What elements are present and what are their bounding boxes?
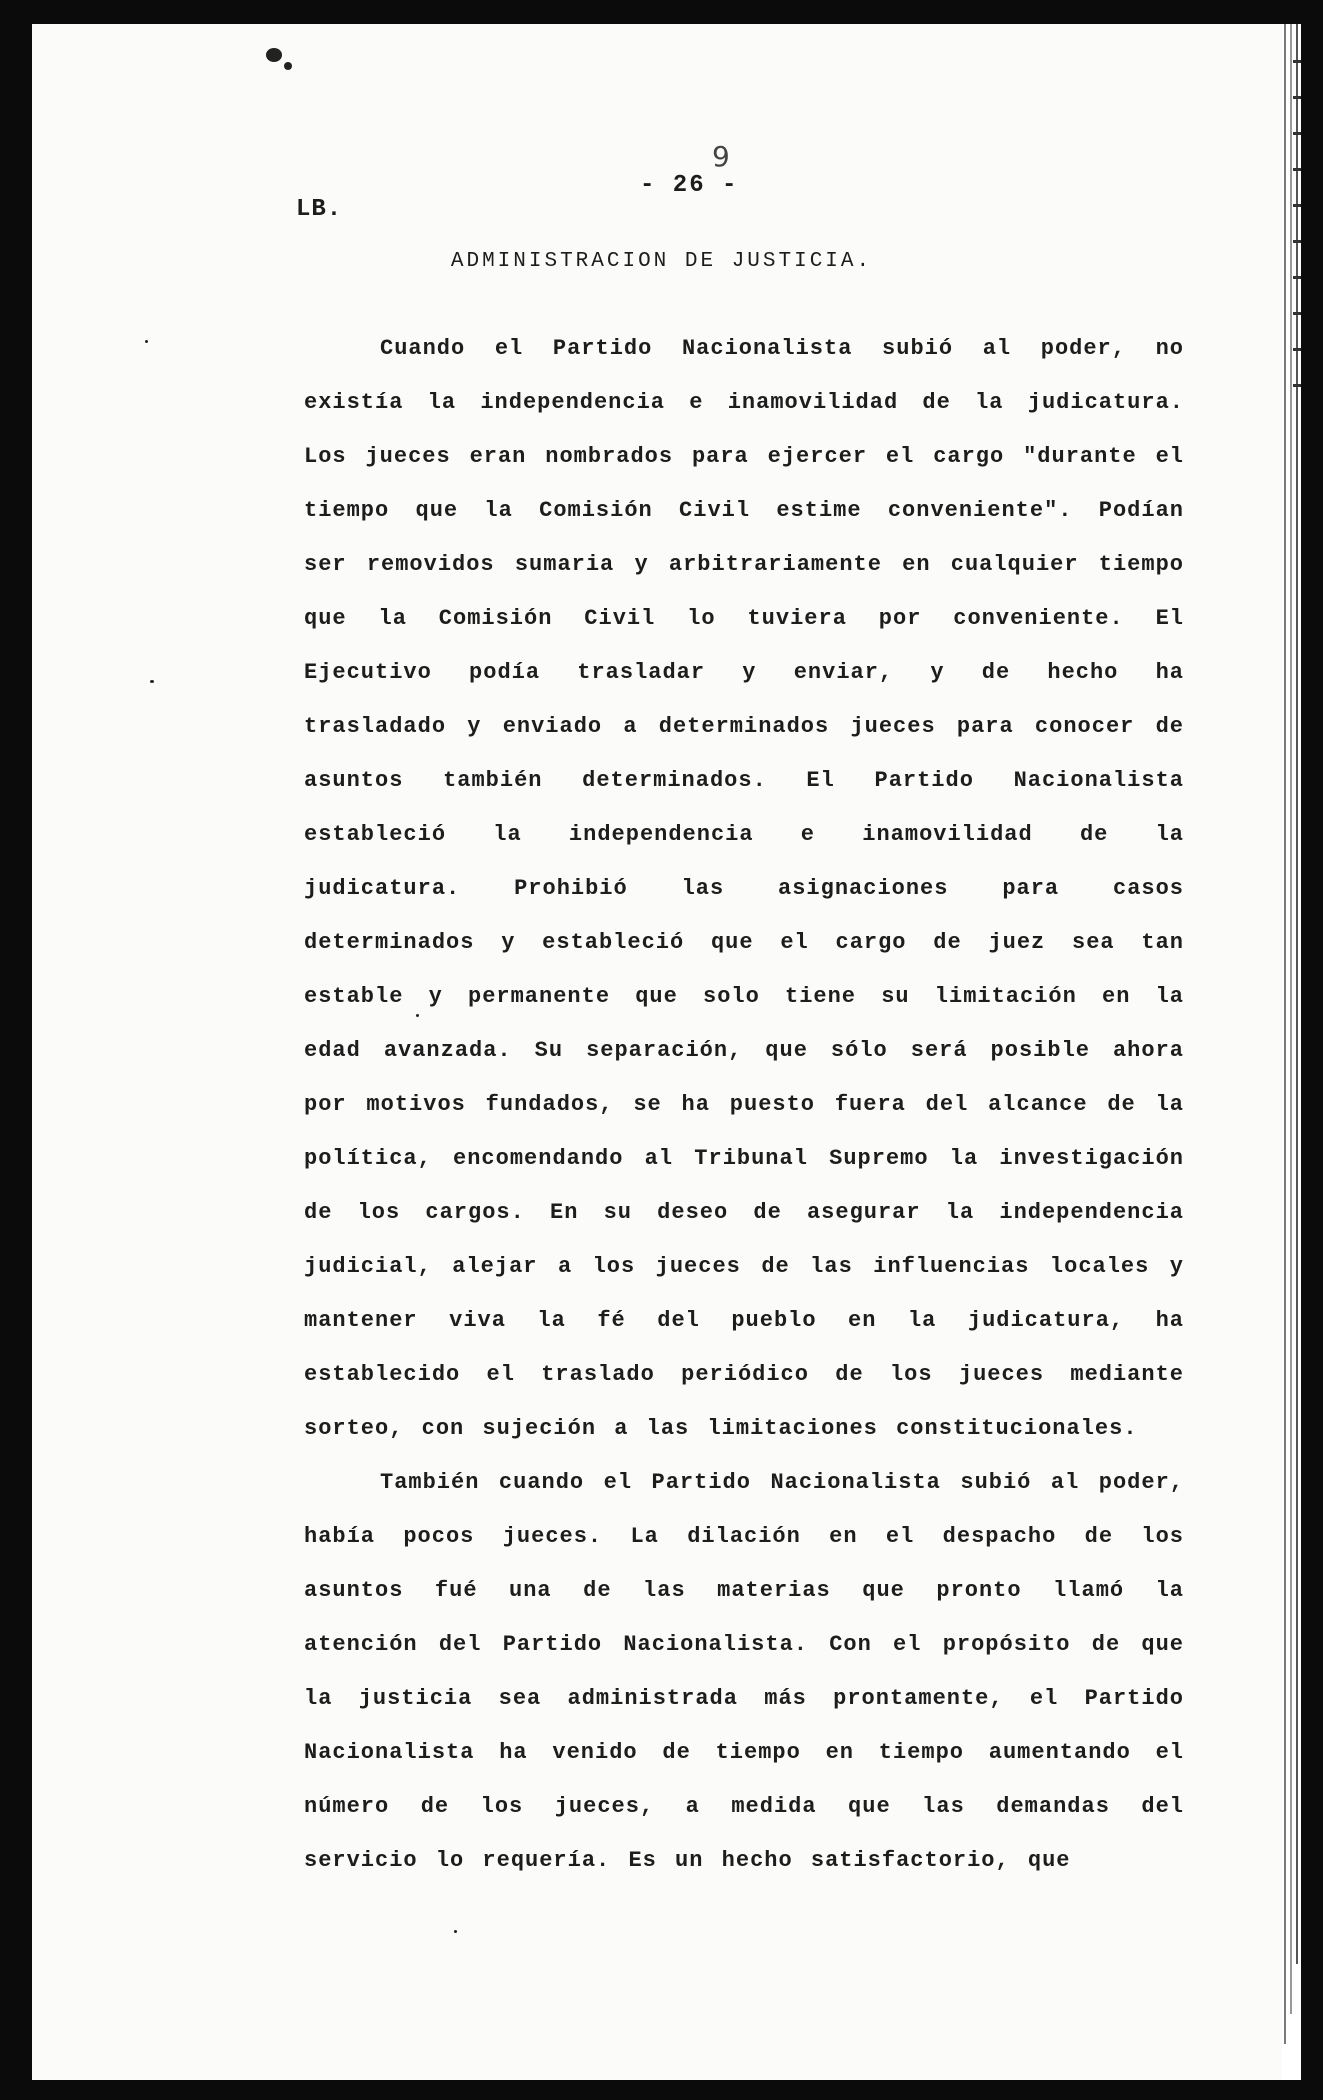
typist-initials: LB.: [296, 196, 343, 223]
body-text: [304, 322, 1184, 1888]
section-heading: ADMINISTRACION DE JUSTICIA.: [450, 250, 873, 273]
handwritten-page-annotation: 9: [712, 140, 730, 173]
paragraph: También cuando el Partido Nacionalista subió al poder, había pocos jueces. La dilación en el despacho de los asuntos fué una de las materias que pronto llamó la atención del Partido Nacionalista. Con el propósito de que la justicia sea administrada más prontamente, el Partido Nacionalista ha venido de tiempo en tiempo aumentando el número de los jueces, a medida que las demandas del servicio lo requería. Es un hecho satisfactorio, que: [304, 1470, 1184, 1873]
paragraph: Cuando el Partido Nacionalista subió al poder, no existía la independencia e inamovilidad de la judicatura. Los jueces eran nombrados para ejercer el cargo "durante el tiempo que la Comisión Civil estime conveniente". Podían ser removidos sumaria y arbitrariamente en cualquier tiempo que la Comisión Civil lo tuviera por conveniente. El Ejecutivo podía trasladar y enviar, y de hecho ha trasladado y enviado a determinados jueces para conocer de asuntos también determinados. El Partido Nacionalista estableció la independencia e inamovilidad de la judicatura. Prohibió las asignaciones para casos determinados y estableció que el cargo de juez sea tan estable y permanente que solo tiene su limitación en la edad avanzada. Su separación, que sólo será posible ahora por motivos fundados, se ha puesto fuera del alcance de la política, encomendando al Tribunal Supremo la investigación de los cargos. En su deseo de asegurar la independencia judicial, alejar a los jueces de las influencias locales y mantener viva la fé del pueblo en la judicatura, ha establecido el traslado periódico de los jueces mediante sorteo, con sujeción a las limitaciones constitucionales.: [304, 336, 1184, 1441]
page-number: - 26 -: [640, 172, 739, 199]
